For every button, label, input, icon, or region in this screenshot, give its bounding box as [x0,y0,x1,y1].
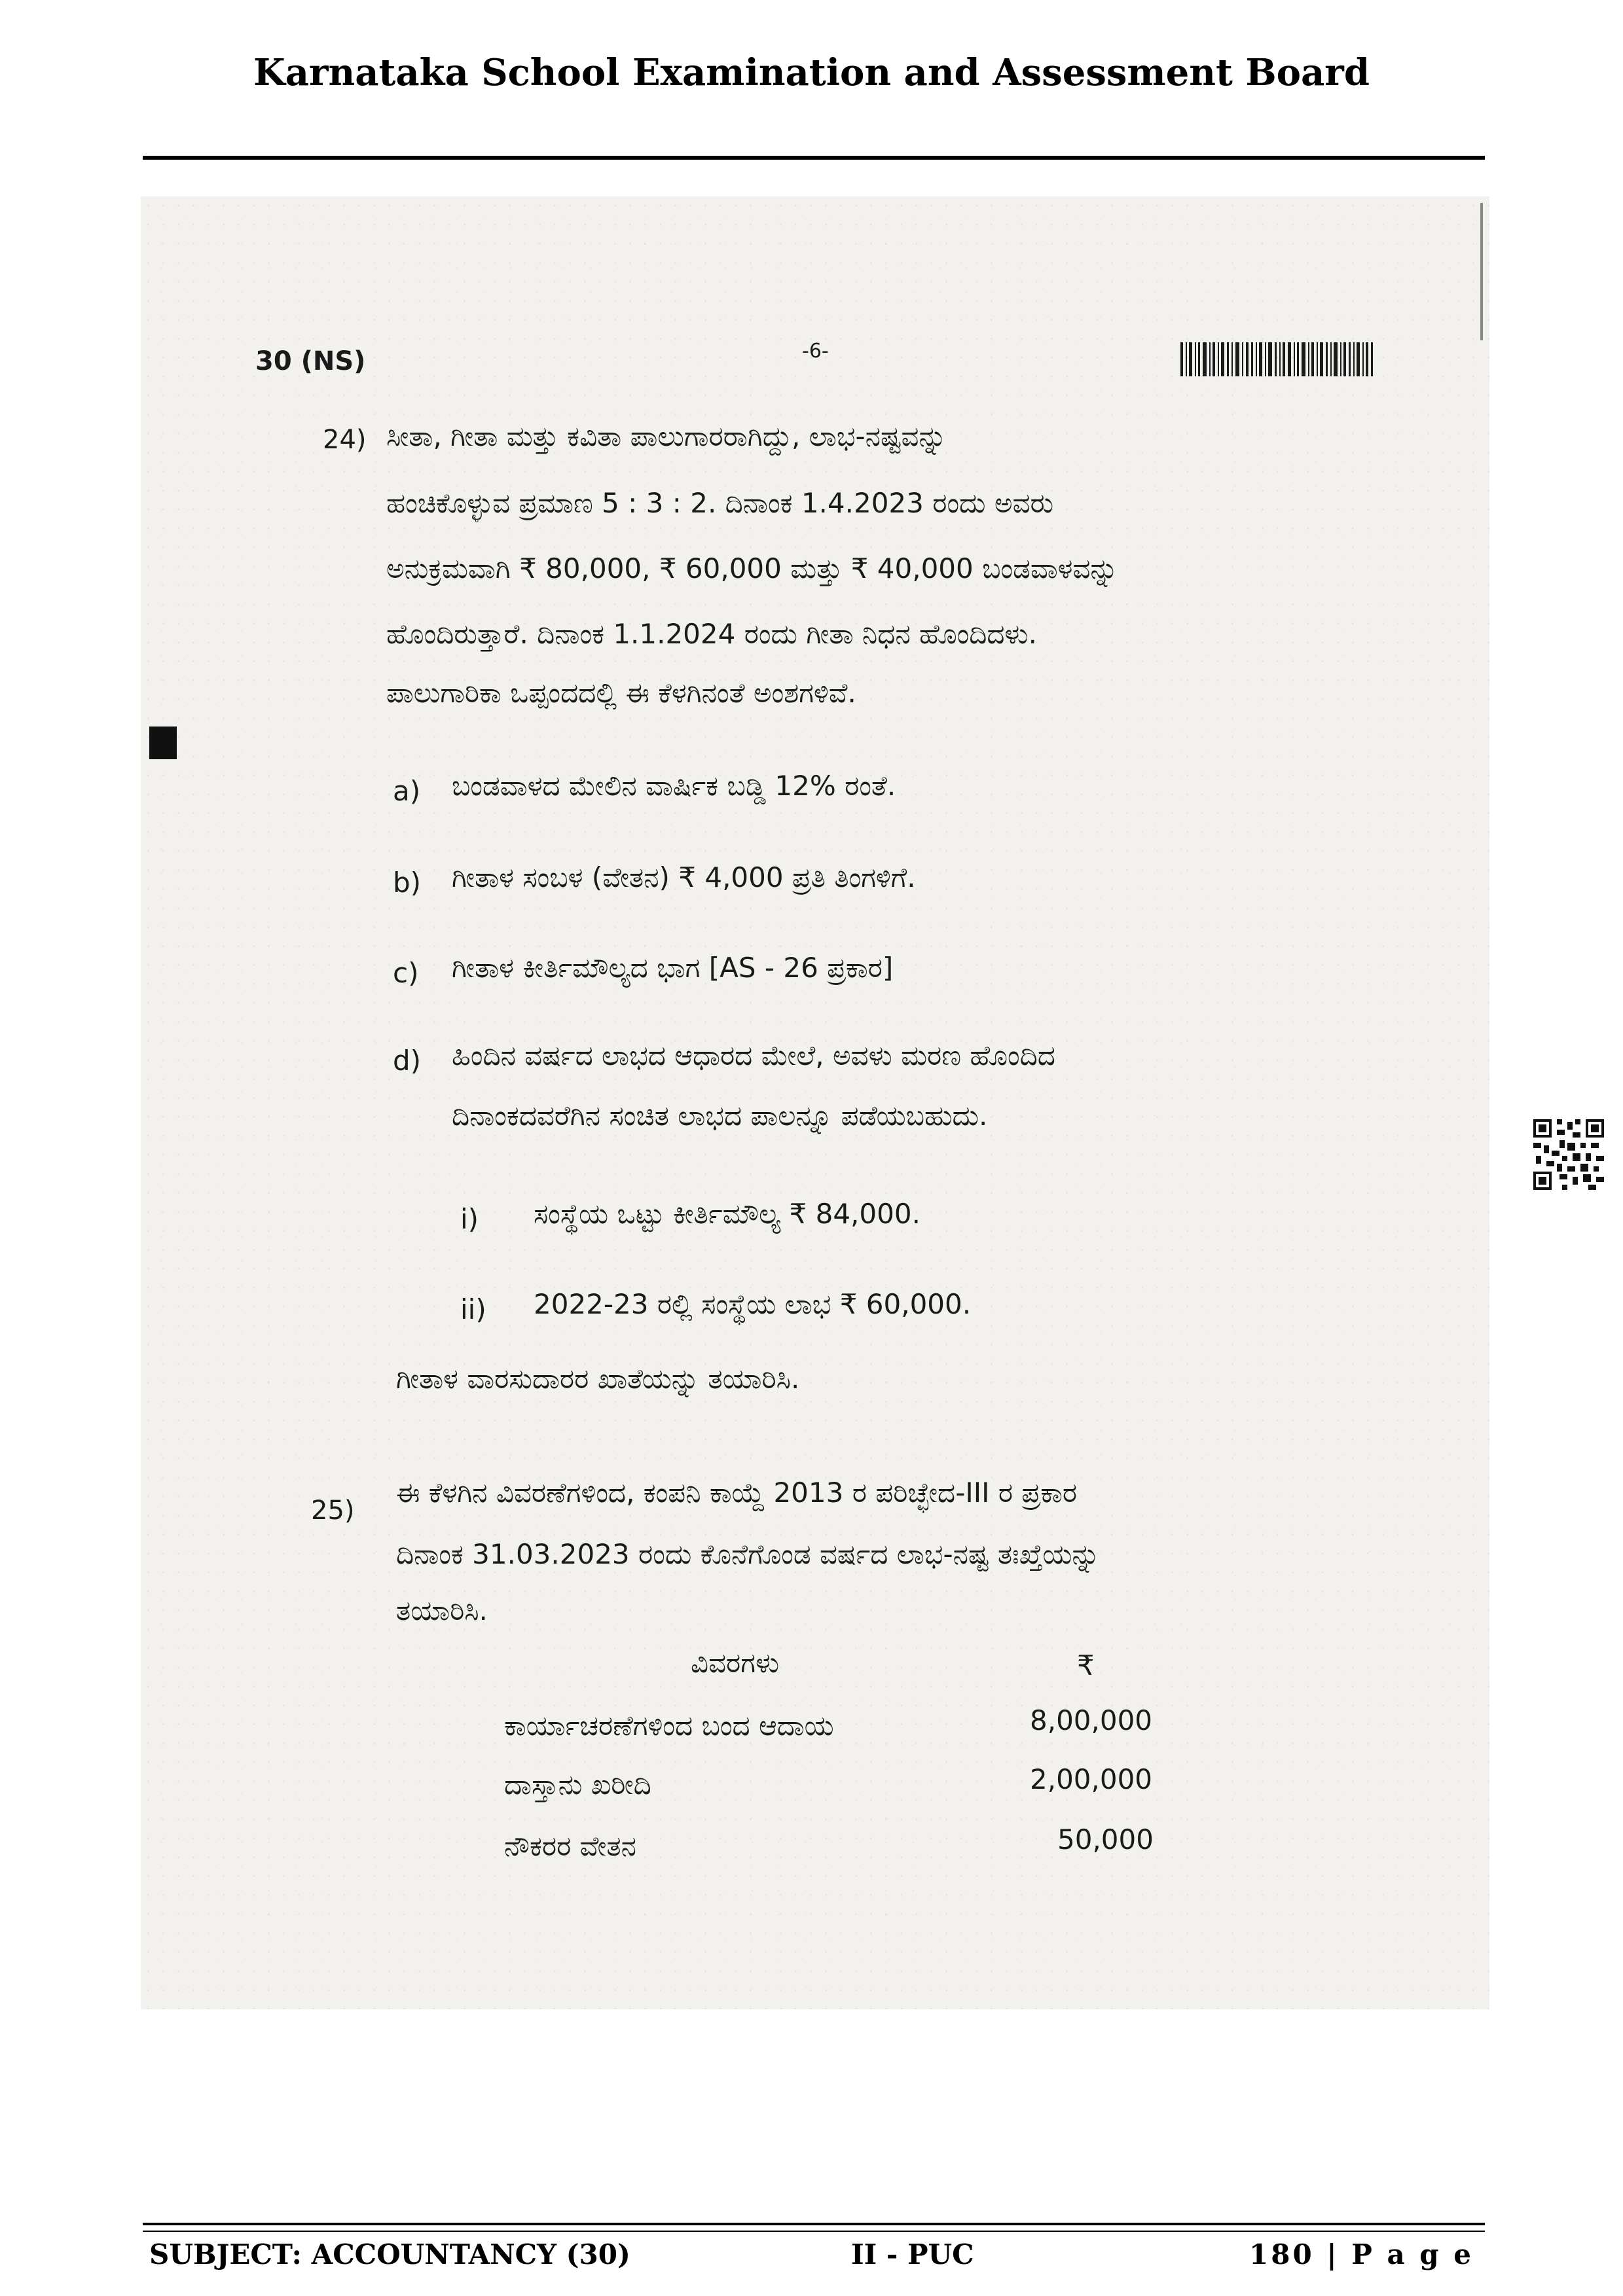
q25-table-header-amount: ₹ [1077,1649,1095,1681]
q24-line: ಹಂಚಿಕೊಳ್ಳುವ ಪ್ರಮಾಣ 5 : 3 : 2. ದಿನಾಂಕ 1.4.2023 ರಂದು ಅವರು [386,487,1054,519]
paper-code: 30 (NS) [255,346,366,376]
q24-item-text: ಹಿಂದಿನ ವರ್ಷದ ಲಾಭದ ಆಧಾರದ ಮೇಲೆ, ಅವಳು ಮರಣ ಹೊಂದಿದ [452,1039,1055,1071]
page-header-title: Karnataka School Examination and Assessment Board [253,51,1370,94]
q25-line: ತಯಾರಿಸಿ. [396,1594,488,1626]
q25-table-row-particular: ಕಾರ್ಯಾಚರಣೆಗಳಿಂದ ಬಂದ ಆದಾಯ [504,1710,834,1742]
footer-subject: SUBJECT: ACCOUNTANCY (30) [149,2238,630,2270]
q24-item-text: ಗೀತಾಳ ಸಂಬಳ (ವೇತನ) ₹ 4,000 ಪ್ರತಿ ತಿಂಗಳಿಗೆ. [452,861,916,893]
q25-table-row-amount: 8,00,000 [1030,1704,1153,1736]
q24-item-label: a) [393,775,421,807]
q24-item-text-continued: ದಿನಾಂಕದವರೆಗಿನ ಸಂಚಿತ ಲಾಭದ ಪಾಲನ್ನೂ ಪಡೆಯಬಹುದು. [452,1100,988,1132]
q25-table-row-particular: ನೌಕರರ ವೇತನ [504,1830,637,1862]
q25-number: 25) [311,1496,355,1526]
scan-edge-mark [1480,203,1483,340]
q24-line: ಹೊಂದಿರುತ್ತಾರೆ. ದಿನಾಂಕ 1.1.2024 ರಂದು ಗೀತಾ ನಿಧನ ಹೊಂದಿದಳು. [386,618,1038,650]
q24-line: ಸೀತಾ, ಗೀತಾ ಮತ್ತು ಕವಿತಾ ಪಾಲುಗಾರರಾಗಿದ್ದು, ಲಾಭ-ನಷ್ಟವನ್ನು [386,420,947,452]
q24-number: 24) [323,425,367,455]
q24-item-label: c) [393,957,419,989]
footer-rule-top [143,2223,1485,2225]
q25-table-header-particulars: ವಿವರಗಳು [691,1647,780,1679]
q24-subitem-text: ಸಂಸ್ಥೆಯ ಒಟ್ಟು ಕೀರ್ತಿಮೌಲ್ಯ ₹ 84,000. [534,1198,921,1230]
barcode [1180,342,1377,376]
q24-subitem-text: 2022-23 ರಲ್ಲಿ ಸಂಸ್ಥೆಯ ಲಾಭ ₹ 60,000. [534,1288,972,1320]
q24-line: ಅನುಕ್ರಮವಾಗಿ ₹ 80,000, ₹ 60,000 ಮತ್ತು ₹ 40,000 ಬಂಡವಾಳವನ್ನು [386,552,1118,584]
q25-line: ಈ ಕೆಳಗಿನ ವಿವರಣೆಗಳಿಂದ, ಕಂಪನಿ ಕಾಯ್ದೆ 2013 ರ ಪರಿಚ್ಛೇದ-III ರ ಪ್ರಕಾರ [396,1477,1078,1509]
q24-item-label: b) [393,867,422,899]
q24-item-label: d) [393,1045,422,1077]
q24-line: ಪಾಲುಗಾರಿಕಾ ಒಪ್ಪಂದದಲ್ಲಿ ಈ ಕೆಳಗಿನಂತೆ ಅಂಶಗಳಿವೆ. [386,677,856,709]
scanned-question-page [141,196,1489,2009]
q25-line: ದಿನಾಂಕ 31.03.2023 ರಂದು ಕೊನೆಗೊಂಡ ವರ್ಷದ ಲಾಭ-ನಷ್ಟ ತಃಖ್ತೆಯನ್ನು [396,1538,1100,1570]
q24-item-text: ಬಂಡವಾಳದ ಮೇಲಿನ ವಾರ್ಷಿಕ ಬಡ್ಡಿ 12% ರಂತೆ. [452,770,896,802]
q24-closing: ಗೀತಾಳ ವಾರಸುದಾರರ ಖಾತೆಯನ್ನು ತಯಾರಿಸಿ. [396,1363,800,1395]
footer-rule-bottom [143,2231,1485,2232]
header-rule [143,156,1485,160]
q25-table-row-amount: 50,000 [1057,1823,1154,1856]
q24-subitem-label: ii) [460,1293,486,1325]
footer-page-number: 180 | P a g e [1249,2238,1474,2270]
q25-table-row-amount: 2,00,000 [1030,1763,1153,1795]
q25-table-row-particular: ದಾಸ್ತಾನು ಖರೀದಿ [504,1768,651,1801]
page-mark: -6- [802,340,829,363]
q24-item-text: ಗೀತಾಳ ಕೀರ್ತಿಮೌಲ್ಯದ ಭಾಗ [AS - 26 ಪ್ರಕಾರ] [452,952,894,984]
footer-class: II - PUC [851,2238,974,2270]
qr-code [1531,1117,1607,1193]
q24-subitem-label: i) [460,1203,479,1235]
scan-black-mark [149,726,177,759]
